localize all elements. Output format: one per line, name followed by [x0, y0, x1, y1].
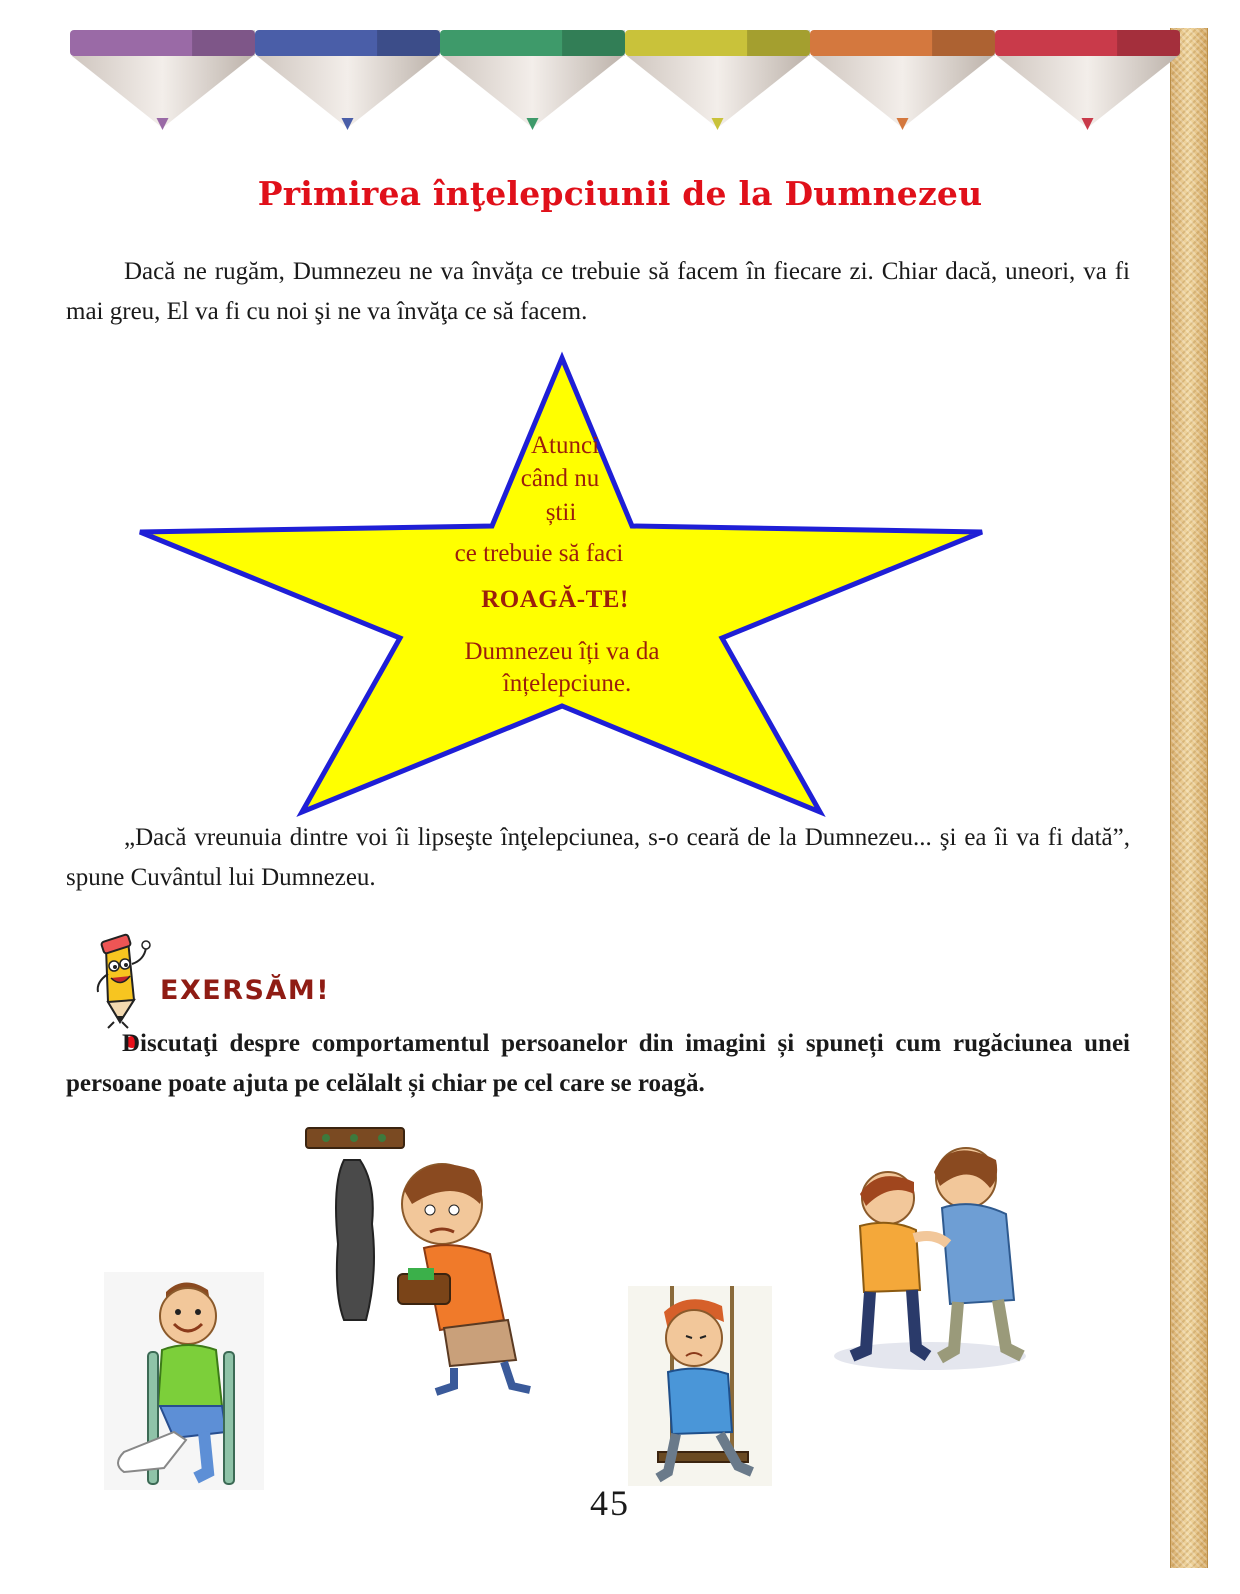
intro-paragraph: Dacă ne rugăm, Dumnezeu ne va învăţa ce trebuie să facem în fiecare zi. Chiar dacă, uneori, va fi mai greu, El va fi cu noi şi ne va învăţa ce să facem. — [66, 258, 1130, 325]
pencil-1 — [70, 30, 255, 130]
pencil-6 — [995, 30, 1180, 130]
star-line-4: ce trebuie să faci — [454, 540, 624, 567]
star-line-5: Dumnezeu îți va da — [464, 638, 660, 665]
star-line-3: știi — [545, 499, 577, 526]
pencil-5 — [810, 30, 995, 130]
exercise-task: Discutaţi despre comportamentul persoanelor din imagini și spuneți cum rugăciunea unei persoane poate ajuta pe celălalt și chiar pe cel care se roagă. — [66, 1030, 1130, 1097]
page-side-border — [1170, 28, 1208, 1568]
star-emphasis: ROAGĂ-TE! — [481, 586, 629, 613]
pencil-3 — [440, 30, 625, 130]
page-number: 45 — [590, 1483, 630, 1523]
boy-with-wallet-illustration — [304, 1124, 536, 1400]
colored-pencils-banner — [70, 28, 1180, 140]
pencil-mascot-icon — [84, 930, 154, 1030]
prayer-star — [130, 350, 1000, 820]
page-title: Primirea înţelepciunii de la Dumnezeu — [257, 174, 983, 213]
star-line-1: Atunci — [530, 432, 600, 459]
boy-on-crutches-illustration — [104, 1272, 264, 1490]
star-line-2: când nu — [520, 465, 600, 492]
pencil-4 — [625, 30, 810, 130]
scripture-paragraph: „Dacă vreunuia dintre voi îi lipseşte înţelepciunea, s-o ceară de la Dumnezeu... şi ea îi va fi dată”, spune Cuvântul lui Dumnezeu. — [66, 824, 1130, 891]
exercise-heading: EXERSĂM! — [160, 975, 331, 1006]
star-line-6: înțelepciune. — [502, 670, 632, 697]
two-boys-illustration — [830, 1134, 1030, 1372]
sad-boy-on-swing-illustration — [628, 1286, 772, 1486]
pencil-2 — [255, 30, 440, 130]
